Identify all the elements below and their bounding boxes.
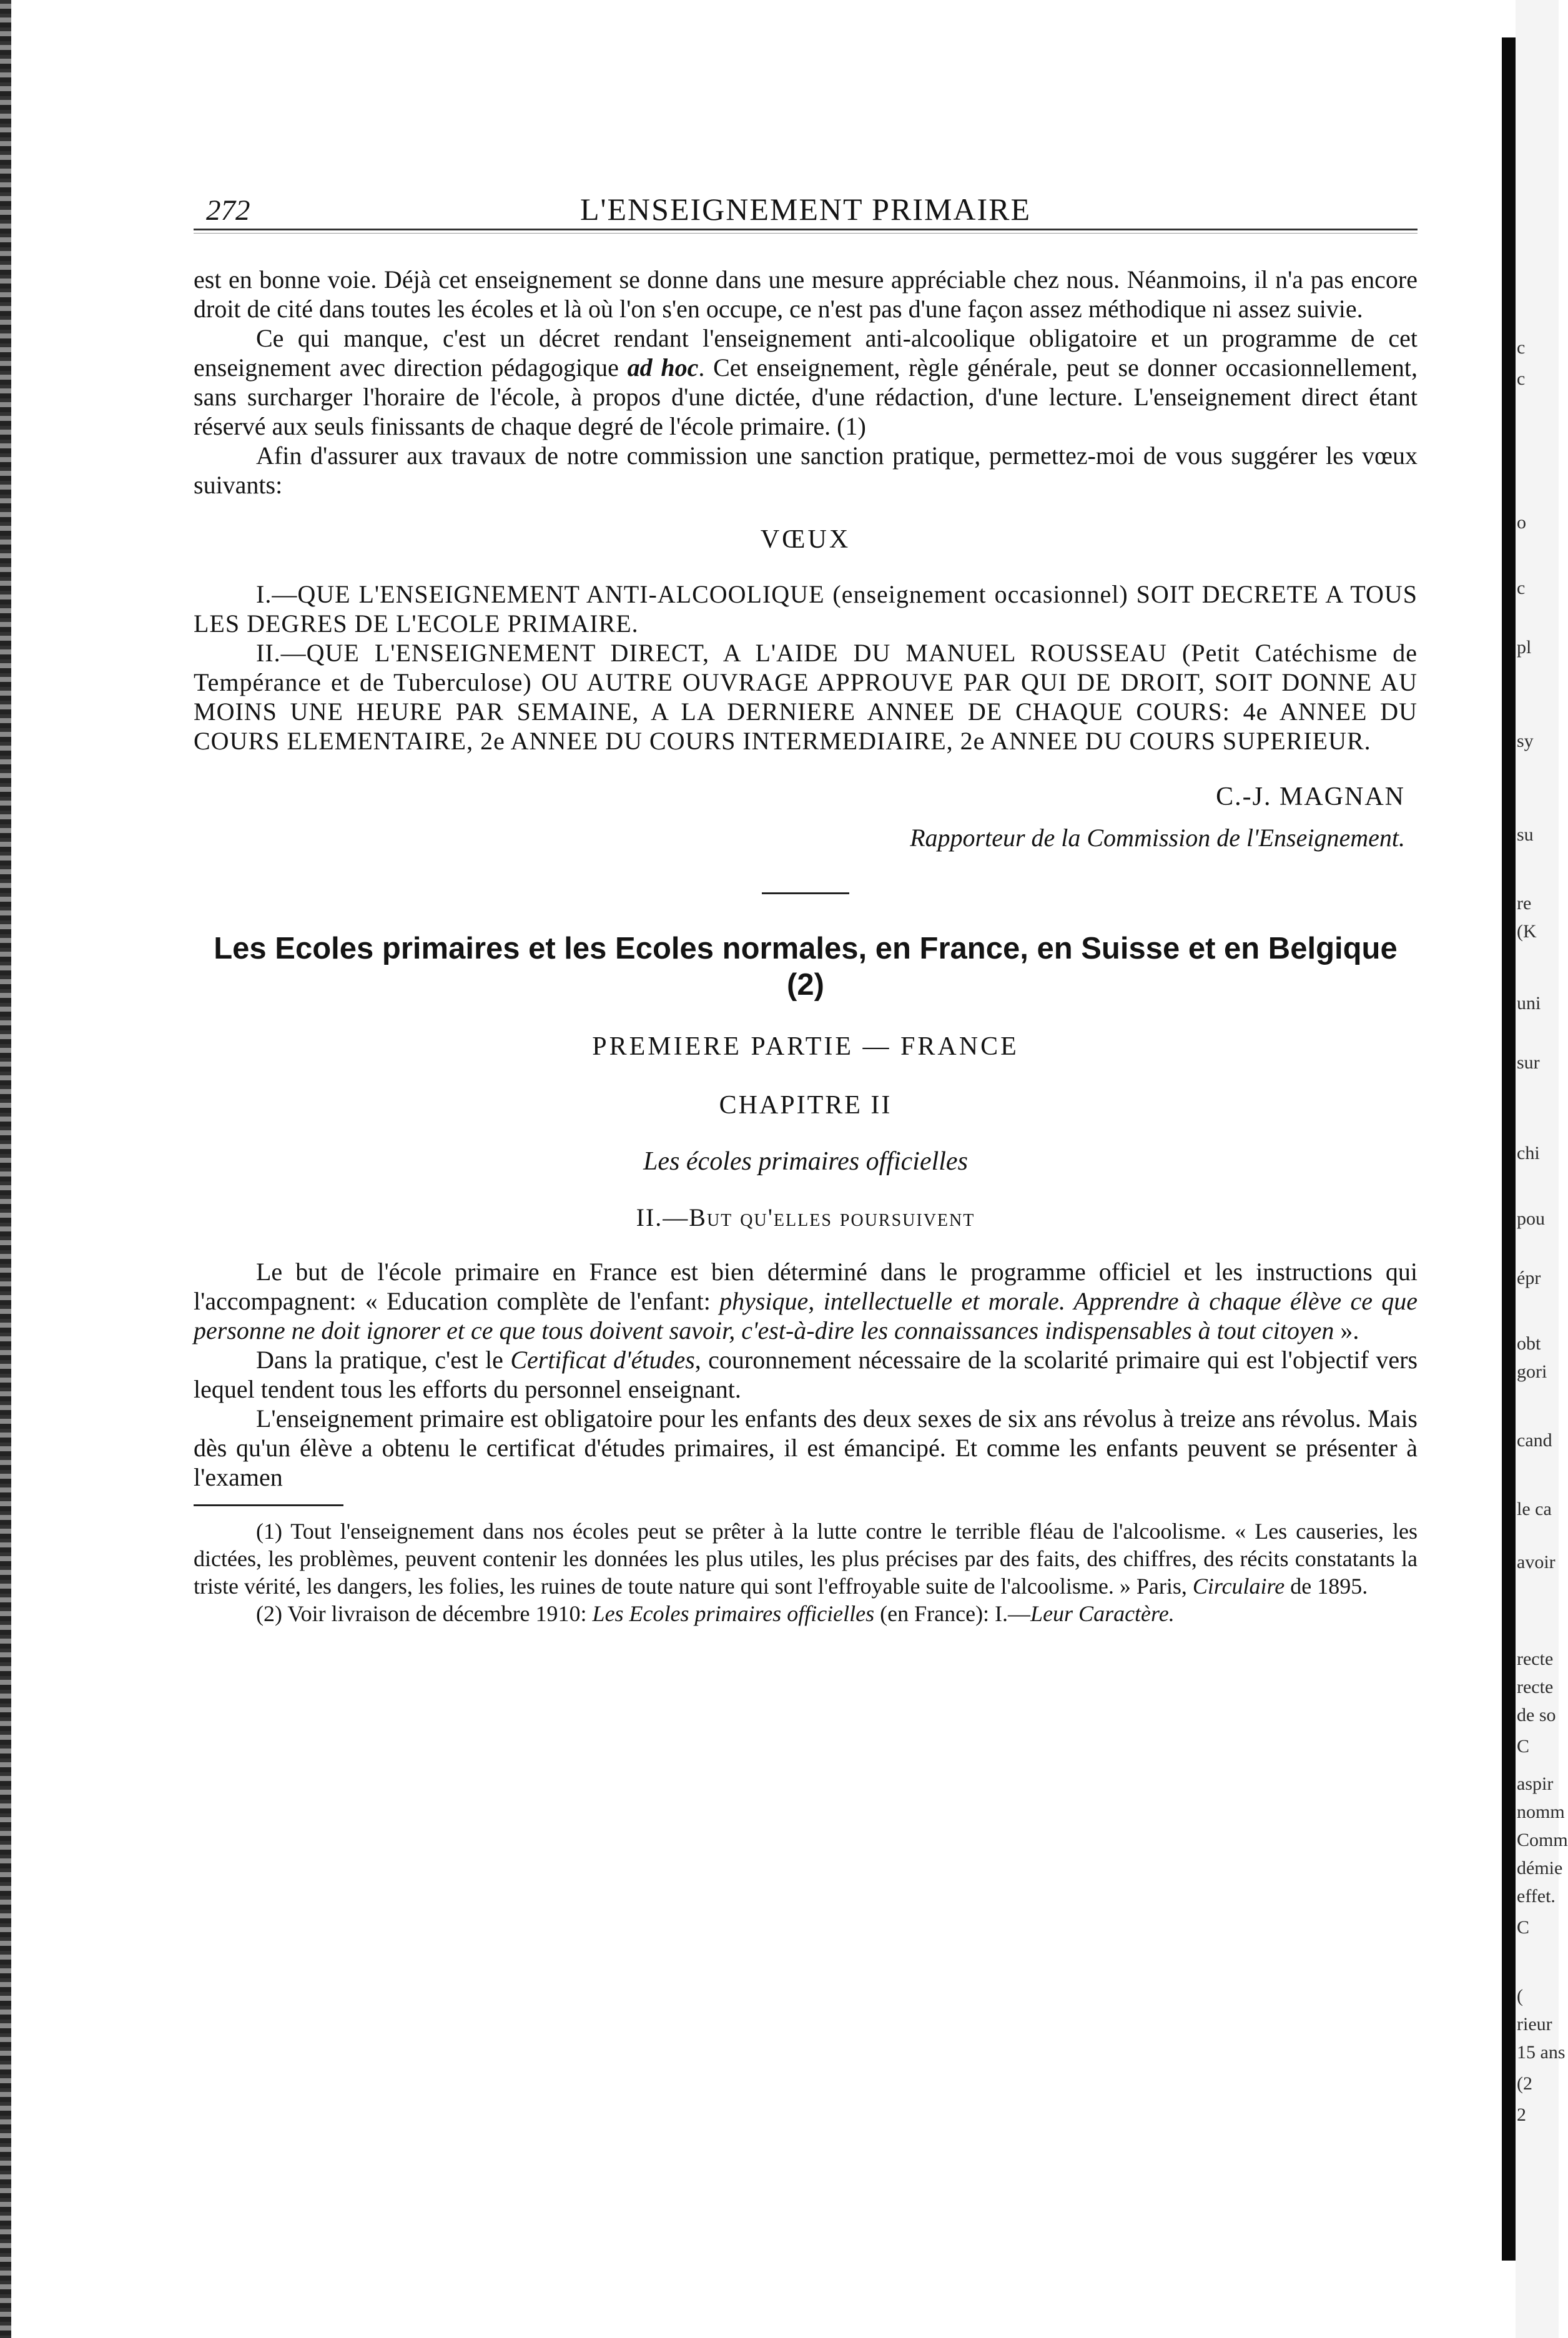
facing-page-fragment: obt	[1517, 1333, 1541, 1354]
facing-page-fragment: C	[1517, 1917, 1530, 1938]
signature-title: Rapporteur de la Commission de l'Enseignement.	[910, 824, 1405, 852]
facing-page-fragment: gori	[1517, 1361, 1547, 1382]
facing-page-fragment: cand	[1517, 1430, 1552, 1451]
paragraph-continuation: est en bonne voie. Déjà cet enseignement se donne dans une mesure appréciable chez nous. Néanmoins, il n'a pas encore droit de cité dans toutes les écoles et là où l'on s'en occupe, ce n'est pas d'une façon assez méthodique ni assez suivie.	[194, 265, 1418, 323]
chapter-heading: CHAPITRE II	[719, 1091, 892, 1120]
paragraph-text: Le but de l'école primaire en France est bien déterminé dans le programme officiel et les instructions qui l'accompagnent: « Education complète de l'enfant:	[194, 1258, 1418, 1315]
part-heading: PREMIERE PARTIE — FRANCE	[592, 1032, 1019, 1061]
facing-page-fragment: aspir	[1517, 1773, 1554, 1794]
facing-page-fragment: 15 ans	[1517, 2042, 1566, 2063]
footnote-2	[194, 1600, 1418, 1627]
paragraph-text: , couronnement nécessaire de la scolarité primaire qui est l'objectif vers lequel tendent tous les efforts du personnel enseignant.	[194, 1346, 1418, 1403]
facing-page-fragment: uni	[1517, 993, 1541, 1014]
facing-page-fragment: su	[1517, 824, 1534, 845]
facing-page-fragment: C	[1517, 1736, 1530, 1757]
facing-page-fragment: pou	[1517, 1208, 1545, 1229]
vows-heading: VŒUX	[760, 525, 851, 554]
facing-page-fragment: sy	[1517, 731, 1534, 751]
facing-page-fragment: démie	[1517, 1858, 1563, 1878]
facing-page-fragment: rieur	[1517, 2014, 1552, 2035]
facing-page-fragment: 2	[1517, 2104, 1526, 2125]
facing-page-fragment: c	[1517, 368, 1526, 389]
footnote-text: (en France): I.—	[874, 1601, 1031, 1626]
italic-term: Circulaire	[1192, 1574, 1285, 1599]
scan-left-edge	[0, 0, 11, 2338]
facing-page-fragment: le ca	[1517, 1499, 1552, 1519]
italic-quote: physique, intellectuelle et morale. Apprendre à chaque élève ce que personne ne doit ignorer et ce que tous doivent savoir, c'est-à-dire les connaissances indispensables à tout citoyen	[194, 1287, 1418, 1344]
facing-page-fragment: c	[1517, 337, 1526, 358]
footnote-text: (2) Voir livraison de décembre 1910:	[256, 1601, 593, 1626]
footnote-1	[194, 1517, 1418, 1600]
section-heading	[194, 1203, 1418, 1232]
facing-page-fragment: o	[1517, 512, 1526, 533]
facing-page-fragment: Comm	[1517, 1830, 1568, 1850]
paragraph-vows-intro: Afin d'assurer aux travaux de notre commission une sanction pratique, permettez-moi de vous suggérer les vœux suivants:	[194, 441, 1418, 499]
section-number: II.—	[636, 1203, 689, 1231]
paragraph-decree-needed	[194, 323, 1418, 441]
page-number: 272	[206, 194, 250, 227]
chapter-subtitle: Les écoles primaires officielles	[643, 1147, 968, 1176]
paragraph-text: Ce qui manque, c'est un décret rendant l'enseignement anti-alcoolique obligatoire et un programme de cet enseignement avec direction pédagogique	[194, 324, 1418, 382]
facing-page-fragment: recte	[1517, 1649, 1554, 1669]
header-rule	[194, 229, 1418, 234]
vow-item-1: I.—QUE L'ENSEIGNEMENT ANTI-ALCOOLIQUE (enseignement occasionnel) SOIT DECRETE A TOUS LES DEGRES DE L'ECOLE PRIMAIRE.	[194, 580, 1418, 638]
facing-page-fragment: re	[1517, 893, 1532, 914]
facing-page-fragment: de so	[1517, 1705, 1556, 1725]
paragraph-compulsory: L'enseignement primaire est obligatoire pour les enfants des deux sexes de six ans révolus à treize ans révolus. Mais dès qu'un élève a obtenu le certificat d'études primaires, il est émancipé. Et comme les enfants peuvent se présenter à l'examen	[194, 1404, 1418, 1491]
facing-page-fragment: épr	[1517, 1268, 1541, 1288]
facing-page-fragment: nomm	[1517, 1802, 1565, 1822]
running-title: L'ENSEIGNEMENT PRIMAIRE	[579, 192, 1032, 227]
facing-page-fragment: (	[1517, 1986, 1523, 2006]
italic-term: Leur Caractère.	[1030, 1601, 1175, 1626]
vow-item-2: II.—QUE L'ENSEIGNEMENT DIRECT, A L'AIDE DU MANUEL ROUSSEAU (Petit Catéchisme de Tempérance et de Tuberculose) OU AUTRE OUVRAGE APPROUVE PAR QUI DE DROIT, SOIT DONNE AU MOINS UNE HEURE PAR SEMAINE, A LA DERNIERE ANNEE DE CHAQUE COURS: 4e ANNEE DU COURS ELEMENTAIRE, 2e ANNEE DU COURS INTERMEDIAIRE, 2e ANNEE DU COURS SUPERIEUR.	[194, 639, 1418, 755]
facing-page-fragment: avoir	[1517, 1552, 1556, 1572]
book-gutter	[1502, 37, 1516, 2261]
paragraph-text: ».	[1334, 1316, 1359, 1344]
footnote-text: de 1895.	[1284, 1574, 1368, 1599]
paragraph-school-goal	[194, 1257, 1418, 1345]
facing-page-fragment: (K	[1517, 921, 1537, 942]
paragraph-certificate	[194, 1345, 1418, 1404]
facing-page-fragment: pl	[1517, 637, 1532, 658]
section-divider	[762, 892, 849, 894]
signature-name: C.-J. MAGNAN	[1216, 782, 1405, 811]
facing-page-fragment: sur	[1517, 1052, 1540, 1073]
facing-page-fragment: (2	[1517, 2073, 1532, 2094]
facing-page-fragment: effet.	[1517, 1886, 1556, 1906]
italic-term: Certificat d'études	[510, 1346, 695, 1374]
footnote-rule	[194, 1504, 343, 1506]
italic-term: Les Ecoles primaires officielles	[592, 1601, 875, 1626]
footnote-text: (1) Tout l'enseignement dans nos écoles peut se prêter à la lutte contre le terrible fléau de l'alcoolisme. « Les causeries, les dictées, les problèmes, peuvent contenir les données les plus utiles, les plus précises par des faits, des chiffres, des récits constatants la triste vérité, les dangers, les folies, les ruines de toute nature qui sont l'effroyable suite de l'alcoolisme. » Paris,	[194, 1519, 1418, 1599]
facing-page-fragment: recte	[1517, 1677, 1554, 1697]
paragraph-text: Dans la pratique, c'est le	[256, 1346, 511, 1374]
italic-term: ad hoc	[627, 353, 699, 382]
facing-page-edge	[1516, 0, 1568, 2338]
facing-page-fragment: c	[1517, 578, 1526, 598]
section-title: But qu'elles poursuivent	[689, 1203, 975, 1231]
facing-page-fragment: chi	[1517, 1143, 1540, 1163]
article-title: Les Ecoles primaires et les Ecoles normales, en France, en Suisse et en Belgique (2)	[214, 932, 1398, 1002]
running-head	[194, 156, 1418, 225]
book-page	[194, 156, 1418, 1627]
paragraph-text: . Cet enseignement, règle générale, peut se donner occasionnellement, sans surcharger l'horaire de l'école, à propos d'une dictée, d'une rédaction, d'une lecture. L'enseignement direct étant réservé aux seuls finissants de chaque degré de l'école primaire. (1)	[194, 353, 1418, 440]
